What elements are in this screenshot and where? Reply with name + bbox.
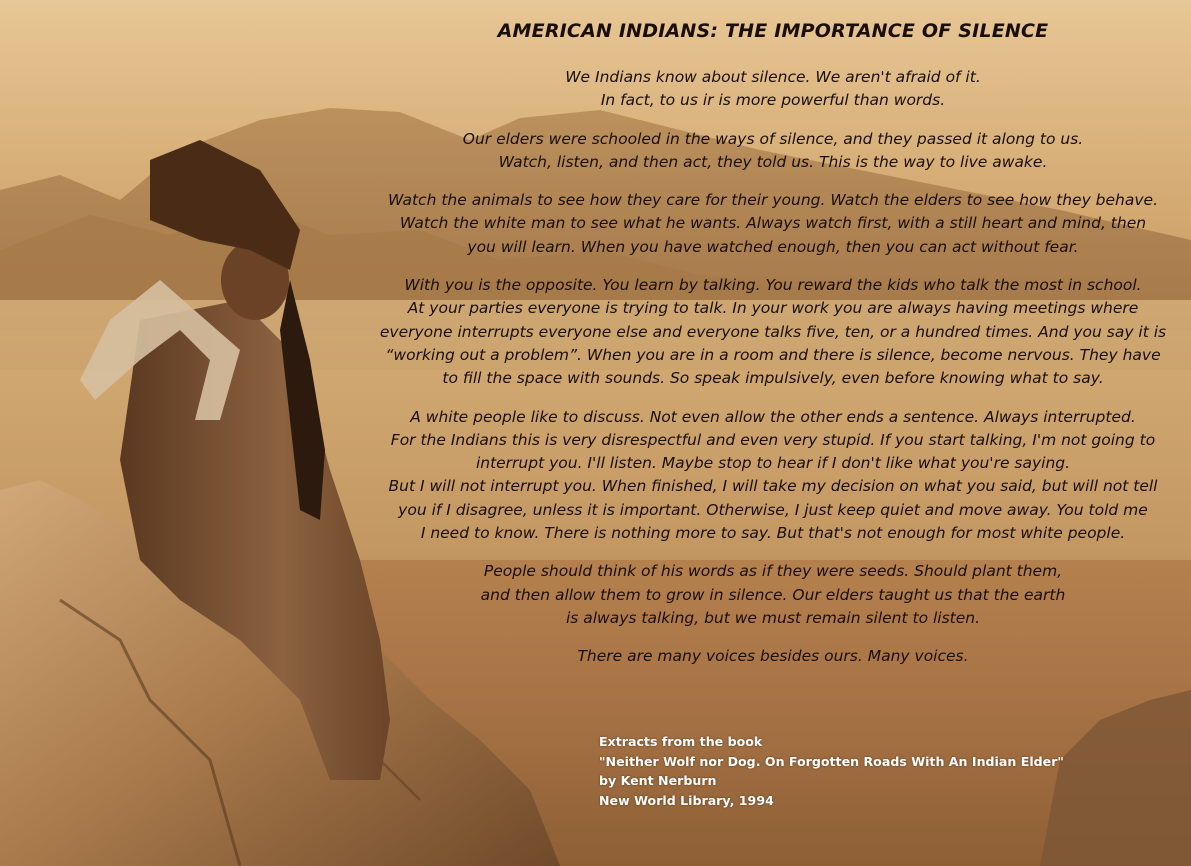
quote-line: you will learn. When you have watched enough, then you can act without fear.: [467, 237, 1079, 256]
quote-line: Watch, listen, and then act, they told us. This is the way to live awake.: [498, 152, 1048, 171]
quote-line: We Indians know about silence. We aren't afraid of it.: [565, 68, 981, 86]
quote-paragraph: [368, 66, 1178, 113]
quote-line: “working out a problem”. When you are in a room and there is silence, become nervous. They have: [385, 345, 1161, 364]
quote-line: is always talking, but we must remain silent to listen.: [565, 608, 981, 627]
quote-line: At your parties everyone is trying to talk. In your work you are always having meetings where: [407, 299, 1139, 318]
book-citation: [599, 732, 1064, 810]
quote-paragraph: [368, 128, 1178, 175]
quote-line: In fact, to us ir is more powerful than words.: [600, 91, 946, 110]
quote-line: But I will not interrupt you. When finished, I will take my decision on what you said, but will not tell: [388, 477, 1158, 496]
quote-line: I need to know. There is nothing more to say. But that's not enough for most white people.: [420, 524, 1126, 543]
quote-block: [368, 18, 1178, 684]
citation-line: Extracts from the book: [599, 734, 763, 749]
quote-paragraph: [368, 645, 1178, 668]
quote-line: People should think of his words as if they were seeds. Should plant them,: [483, 562, 1063, 581]
quote-line: There are many voices besides ours. Many voices.: [577, 647, 969, 666]
quote-line: everyone interrupts everyone else and everyone talks five, ten, or a hundred times. And you say it is: [379, 322, 1167, 341]
quote-line: A white people like to discuss. Not even allow the other ends a sentence. Always interrupted.: [410, 407, 1136, 426]
quote-line: to fill the space with sounds. So speak impulsively, even before knowing what to say.: [442, 369, 1104, 388]
quote-line: With you is the opposite. You learn by talking. You reward the kids who talk the most in school.: [404, 276, 1142, 295]
quote-paragraph: [368, 560, 1178, 630]
quote-line: you if I disagree, unless it is important. Otherwise, I just keep quiet and move away. You told me: [398, 500, 1148, 519]
quote-paragraph: [368, 189, 1178, 259]
quote-line: and then allow them to grow in silence. Our elders taught us that the earth: [480, 585, 1066, 604]
citation-publisher: New World Library, 1994: [599, 792, 774, 808]
quote-line: interrupt you. I'll listen. Maybe stop to hear if I don't like what you're saying.: [475, 454, 1071, 473]
quote-line: Watch the animals to see how they care for their young. Watch the elders to see how they behave.: [388, 191, 1158, 210]
quote-line: Watch the white man to see what he wants. Always watch first, with a still heart and mind, then: [399, 214, 1147, 233]
quote-line: For the Indians this is very disrespectful and even very stupid. If you start talking, I'm not going to: [390, 430, 1156, 449]
quote-paragraph: [368, 274, 1178, 390]
quote-line: Our elders were schooled in the ways of silence, and they passed it along to us.: [462, 129, 1084, 148]
citation-author: by Kent Nerburn: [599, 773, 717, 788]
quote-paragraph: [368, 406, 1178, 546]
quote-title: AMERICAN INDIANS: THE IMPORTANCE OF SILENCE: [497, 20, 1049, 42]
citation-book-title: "Neither Wolf nor Dog. On Forgotten Roads With An Indian Elder": [599, 753, 1064, 769]
